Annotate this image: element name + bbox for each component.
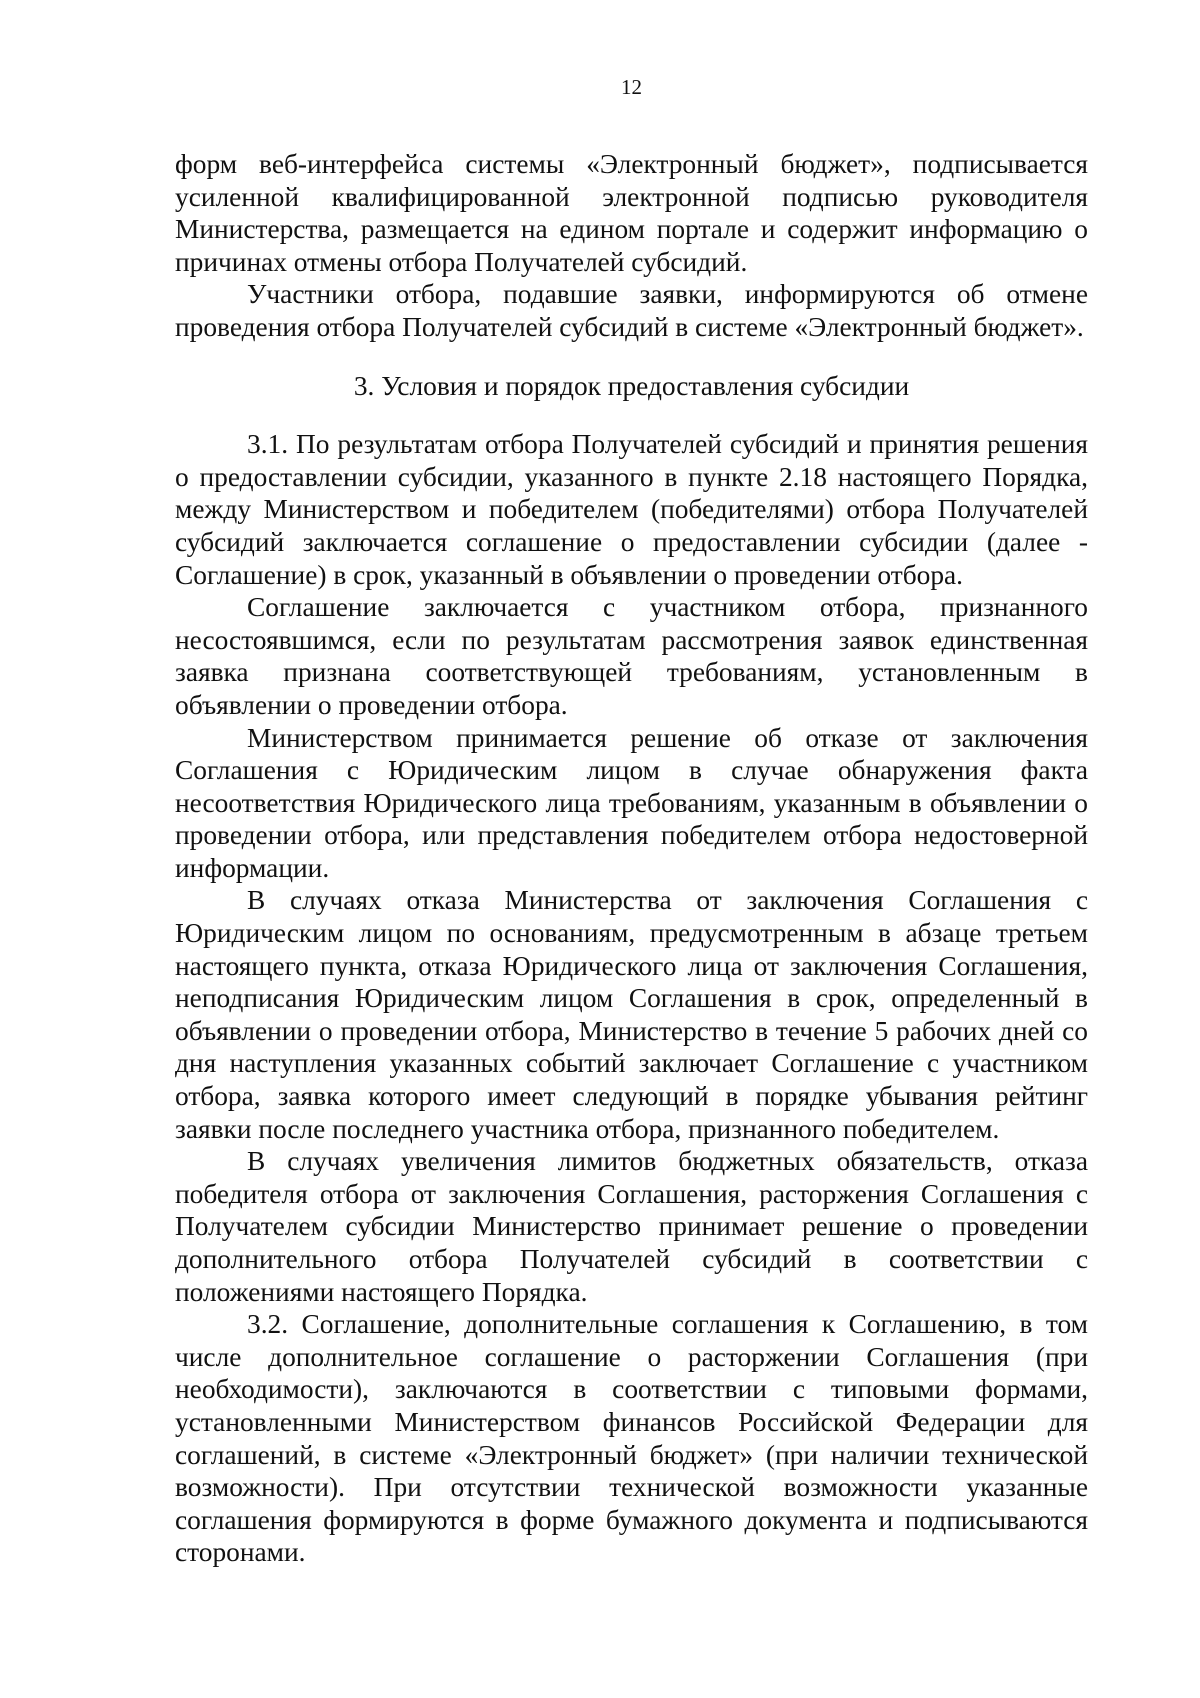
paragraph-additional-selection: В случаях увеличения лимитов бюджетных обязательств, отказа победителя отбора от заключения Соглашения, расторжения Соглашения с Получателем субсидии Министерство принимает решение о проведении дополнительного отбора Получателей субсидий в соответствии с положениями настоящего Порядка. xyxy=(175,1146,1088,1307)
page-number: 12 xyxy=(621,75,642,99)
section-heading: 3. Условия и порядок предоставления субсидии xyxy=(353,370,910,401)
document-body xyxy=(175,148,1088,1569)
paragraph-refusal-decision: Министерством принимается решение об отказе от заключения Соглашения с Юридическим лицом в случае обнаружения факта несоответствия Юридического лица требованиям, указанным в объявлении о проведении отбора, или представления победителем отбора недостоверной информации. xyxy=(175,722,1088,883)
paragraph-3-2: 3.2. Соглашение, дополнительные соглашения к Соглашению, в том числе дополнительное соглашение о расторжении Соглашения (при необходимости), заключаются в соответствии с типовыми формами, установленными Министерством финансов Российской Федерации для соглашений, в системе «Электронный бюджет» (при наличии технической возможности). При отсутствии технической возможности указанные соглашения формируются в форме бумажного документа и подписываются сторонами. xyxy=(175,1309,1088,1568)
paragraph-continuation: форм веб-интерфейса системы «Электронный бюджет», подписывается усиленной квалифицированной электронной подписью руководителя Министерства, размещается на едином портале и содержит информацию о причинах отмены отбора Получателей субсидий. xyxy=(175,149,1088,277)
paragraph-sole-participant: Соглашение заключается с участником отбора, признанного несостоявшимся, если по результатам рассмотрения заявок единственная заявка признана соответствующей требованиям, установленным в объявлении о проведении отбора. xyxy=(175,592,1088,720)
paragraph-3-1: 3.1. По результатам отбора Получателей субсидий и принятия решения о предоставлении субсидии, указанного в пункте 2.18 настоящего Порядка, между Министерством и победителем (победителями) отбора Получателей субсидий заключается соглашение о предоставлении субсидии (далее - Соглашение) в срок, указанный в объявлении о проведении отбора. xyxy=(175,429,1088,590)
paragraph-participants-notice: Участники отбора, подавшие заявки, информируются об отмене проведения отбора Получателей субсидий в системе «Электронный бюджет». xyxy=(175,279,1088,342)
paragraph-refusal-cases: В случаях отказа Министерства от заключения Соглашения с Юридическим лицом по основаниям, предусмотренным в абзаце третьем настоящего пункта, отказа Юридического лица от заключения Соглашения, неподписания Юридическим лицом Соглашения в срок, определенный в объявлении о проведении отбора, Министерство в течение 5 рабочих дней со дня наступления указанных событий заключает Соглашение с участником отбора, заявка которого имеет следующий в порядке убывания рейтинг заявки после последнего участника отбора, признанного победителем. xyxy=(175,885,1088,1144)
